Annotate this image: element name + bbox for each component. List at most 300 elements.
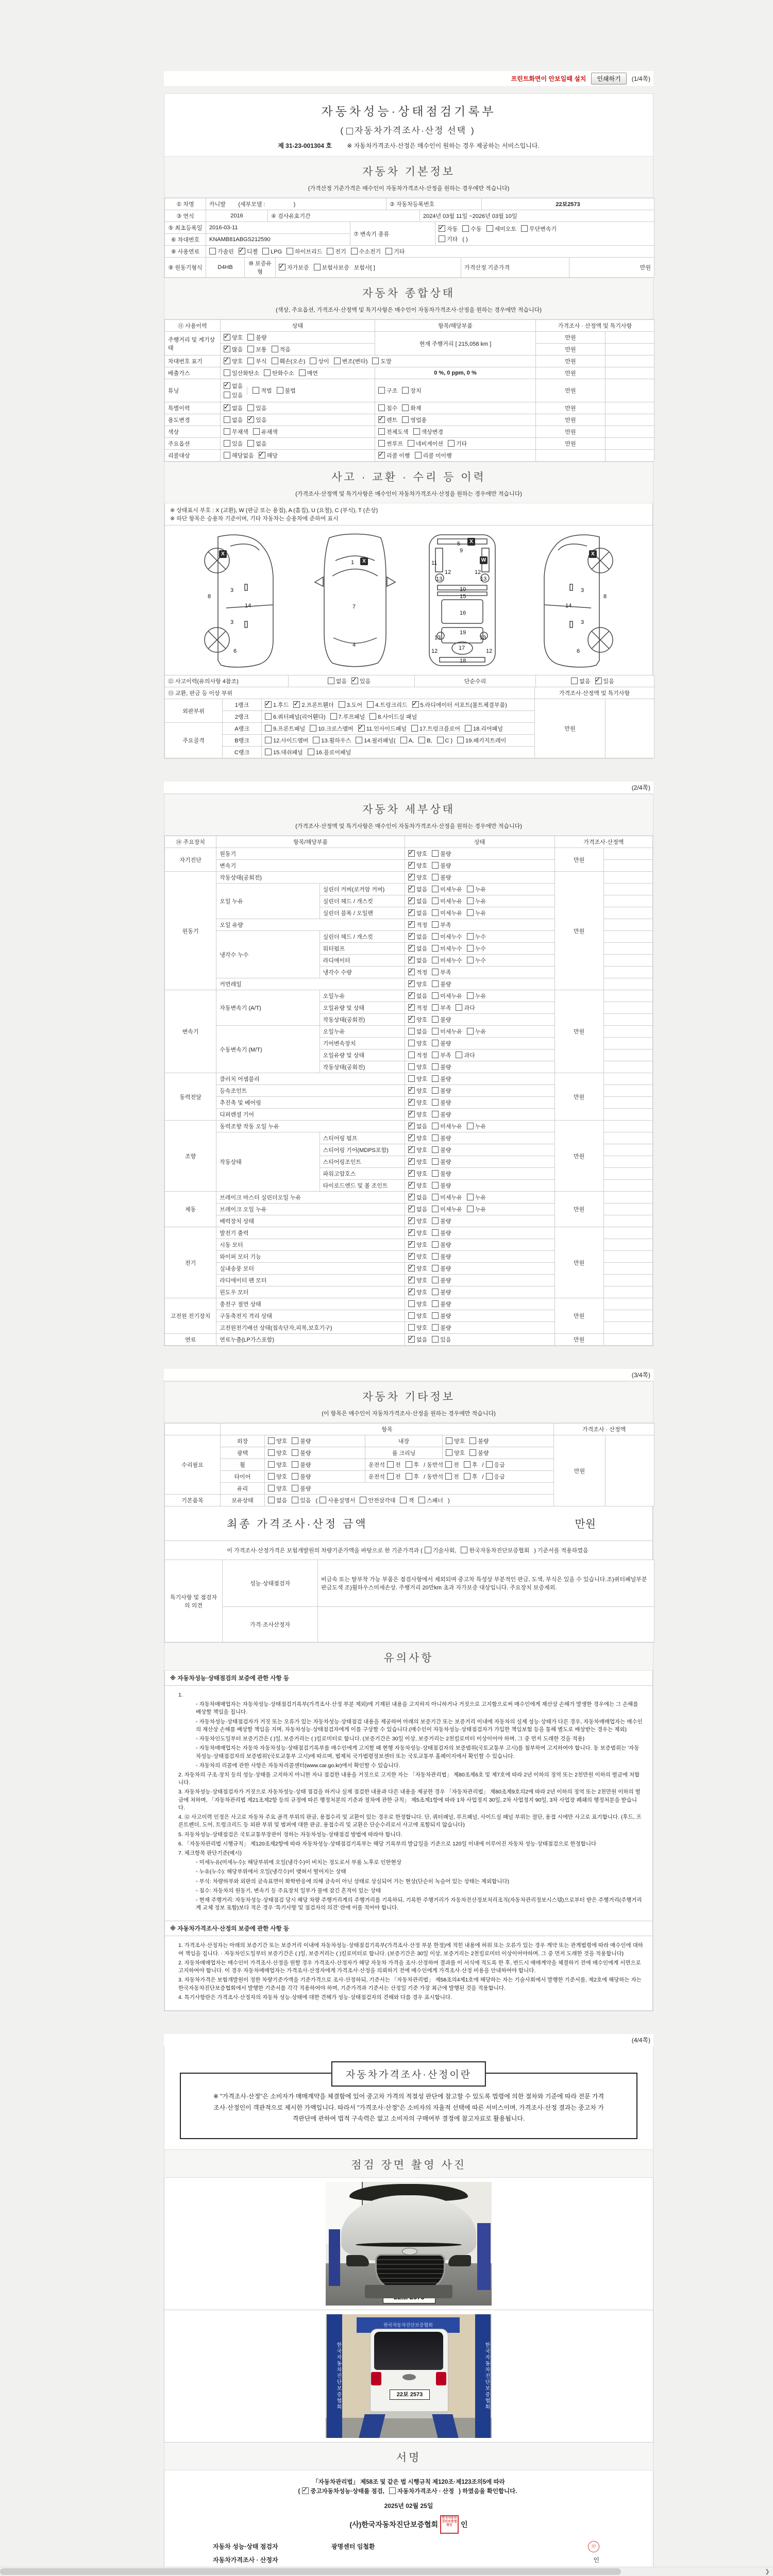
label-rank-b: B랭크 bbox=[223, 735, 262, 747]
checkbox[interactable] bbox=[408, 992, 415, 999]
checkbox[interactable] bbox=[408, 980, 415, 987]
checkbox[interactable] bbox=[372, 358, 379, 364]
checkbox[interactable] bbox=[408, 1182, 415, 1189]
checkbox[interactable] bbox=[457, 737, 464, 743]
note-line: 4. 특기사항란은 가격조사·산정자의 자동차 성능·상태에 대한 견해가 성능·상태점검자의 견해와 다를 경우 표시합니다. bbox=[178, 1994, 452, 2001]
checkbox[interactable] bbox=[264, 369, 271, 376]
checkbox[interactable] bbox=[418, 737, 425, 743]
checkbox[interactable] bbox=[432, 1194, 439, 1200]
diagram-part-number: 3 bbox=[581, 587, 584, 594]
print-button[interactable]: 인쇄하기 bbox=[591, 73, 626, 84]
checkbox[interactable] bbox=[272, 358, 278, 364]
emission-values: 0 %, 0 ppm, 0 % bbox=[375, 367, 536, 379]
checkbox[interactable] bbox=[408, 1324, 415, 1331]
checkbox[interactable] bbox=[408, 1099, 415, 1106]
checkbox[interactable] bbox=[292, 1497, 298, 1503]
checkbox[interactable] bbox=[292, 1461, 298, 1468]
checkbox[interactable] bbox=[268, 1485, 275, 1492]
checkbox[interactable] bbox=[464, 1473, 470, 1480]
checkbox[interactable] bbox=[486, 1473, 493, 1480]
option-label: 양호 bbox=[454, 1438, 465, 1445]
checkbox[interactable] bbox=[521, 225, 528, 232]
checkbox[interactable] bbox=[456, 1004, 462, 1011]
device-cell: 조향 bbox=[165, 1121, 216, 1192]
checkbox[interactable] bbox=[265, 713, 272, 720]
checkbox[interactable] bbox=[467, 945, 474, 952]
checkbox[interactable] bbox=[432, 980, 439, 987]
checkbox[interactable] bbox=[432, 1265, 439, 1272]
option-label: 도말 bbox=[380, 359, 392, 365]
checkbox[interactable] bbox=[486, 225, 493, 232]
option-label: 없음 bbox=[416, 993, 428, 999]
checkbox[interactable] bbox=[408, 1241, 415, 1248]
checkbox[interactable] bbox=[432, 1324, 439, 1331]
option-label: 불량 bbox=[256, 335, 267, 341]
option bbox=[224, 357, 243, 365]
checkbox[interactable] bbox=[571, 677, 578, 684]
checkbox[interactable] bbox=[224, 334, 230, 341]
checkbox[interactable] bbox=[432, 1336, 439, 1343]
state-cell bbox=[405, 1097, 554, 1109]
checkbox[interactable] bbox=[277, 387, 283, 394]
checkbox[interactable] bbox=[385, 248, 392, 255]
checkbox[interactable] bbox=[408, 1123, 415, 1129]
checkbox[interactable] bbox=[412, 701, 419, 708]
checkbox[interactable] bbox=[432, 1170, 439, 1177]
checkbox[interactable] bbox=[378, 428, 385, 435]
checkbox[interactable] bbox=[467, 897, 474, 904]
checkbox[interactable] bbox=[224, 404, 230, 411]
option bbox=[432, 921, 451, 929]
checkbox[interactable] bbox=[432, 921, 439, 928]
checkbox[interactable] bbox=[224, 416, 230, 423]
checkbox[interactable] bbox=[408, 1016, 415, 1023]
checkbox[interactable] bbox=[432, 992, 439, 999]
checkbox[interactable] bbox=[432, 933, 439, 940]
option bbox=[408, 1312, 427, 1320]
checkbox[interactable] bbox=[292, 1485, 298, 1492]
checkbox[interactable] bbox=[448, 440, 455, 447]
checkbox[interactable] bbox=[432, 1241, 439, 1248]
checkbox[interactable] bbox=[378, 404, 385, 411]
checkbox[interactable] bbox=[408, 1312, 415, 1319]
checkbox[interactable] bbox=[432, 1087, 439, 1094]
checkbox[interactable] bbox=[299, 369, 306, 376]
item-cell: 파워고압호스 bbox=[320, 1168, 405, 1180]
checkbox[interactable] bbox=[358, 725, 365, 732]
checkbox[interactable] bbox=[224, 346, 230, 352]
item-cell: 작동상태(공회전) bbox=[320, 1061, 405, 1073]
checkbox[interactable] bbox=[247, 440, 254, 447]
option-label: 무채색 bbox=[232, 429, 248, 435]
car-view-right-side bbox=[523, 531, 616, 671]
checkbox[interactable] bbox=[432, 1146, 439, 1153]
checkbox[interactable] bbox=[408, 1028, 415, 1035]
item-cell: 실린더 헤드 / 개스킷 bbox=[320, 895, 405, 907]
checkbox[interactable] bbox=[408, 1040, 415, 1046]
checkbox[interactable] bbox=[334, 358, 341, 364]
horizontal-scrollbar[interactable] bbox=[0, 2567, 773, 2576]
option-label: 불량 bbox=[440, 1147, 451, 1154]
signature-date: 2025년 02월 25일 bbox=[384, 2502, 433, 2510]
option-label: 불량 bbox=[440, 1159, 451, 1165]
checkbox[interactable] bbox=[467, 1206, 474, 1212]
option bbox=[385, 247, 405, 256]
checkbox[interactable] bbox=[356, 737, 362, 743]
checkbox[interactable] bbox=[432, 1004, 439, 1011]
photo-row-rear bbox=[164, 2310, 653, 2443]
checkbox[interactable] bbox=[439, 235, 445, 242]
option bbox=[432, 980, 451, 988]
checkbox[interactable] bbox=[408, 1300, 415, 1307]
checkbox[interactable] bbox=[346, 128, 353, 134]
option-label: 불량 bbox=[440, 863, 451, 869]
checkbox[interactable] bbox=[408, 1170, 415, 1177]
checkbox[interactable] bbox=[418, 1497, 425, 1503]
checkbox[interactable] bbox=[408, 909, 415, 916]
option-label: 1.후드 bbox=[273, 702, 289, 708]
checkbox[interactable] bbox=[408, 933, 415, 940]
checkbox[interactable] bbox=[308, 749, 314, 755]
checkbox[interactable] bbox=[302, 2487, 309, 2494]
checkbox[interactable] bbox=[408, 1004, 415, 1011]
checkbox[interactable] bbox=[425, 1547, 431, 1553]
checkbox[interactable] bbox=[339, 701, 345, 708]
checkbox[interactable] bbox=[432, 1217, 439, 1224]
checkbox[interactable] bbox=[408, 1253, 415, 1260]
option bbox=[372, 357, 391, 365]
checkbox[interactable] bbox=[320, 1497, 326, 1503]
checkbox[interactable] bbox=[378, 416, 385, 423]
option-label: 불량 bbox=[440, 981, 451, 988]
checkbox[interactable] bbox=[408, 1158, 415, 1165]
checkbox[interactable] bbox=[432, 862, 439, 869]
checkbox[interactable] bbox=[313, 737, 320, 743]
checkbox[interactable] bbox=[432, 1028, 439, 1035]
checkbox[interactable] bbox=[262, 248, 269, 255]
checkbox[interactable] bbox=[408, 1217, 415, 1224]
checkbox[interactable] bbox=[408, 850, 415, 857]
checkbox[interactable] bbox=[432, 1277, 439, 1283]
checkbox[interactable] bbox=[360, 1497, 366, 1503]
checkbox[interactable] bbox=[461, 1547, 467, 1553]
checkbox[interactable] bbox=[265, 749, 272, 755]
option-label: 사용설명서 bbox=[328, 1498, 356, 1504]
table-row bbox=[165, 1121, 653, 1132]
checkbox[interactable] bbox=[268, 1473, 275, 1480]
checkbox[interactable] bbox=[268, 1437, 275, 1444]
checkbox[interactable] bbox=[378, 452, 385, 459]
org-seal-char: 인 bbox=[461, 2520, 468, 2529]
note-cell bbox=[603, 1014, 652, 1026]
checkbox[interactable] bbox=[389, 2487, 396, 2494]
checkbox[interactable] bbox=[432, 1063, 439, 1070]
checkbox[interactable] bbox=[446, 1437, 452, 1444]
checkbox[interactable] bbox=[467, 1194, 474, 1200]
checkbox[interactable] bbox=[432, 1289, 439, 1295]
checkbox[interactable] bbox=[439, 225, 445, 232]
checkbox[interactable] bbox=[432, 874, 439, 880]
checkbox[interactable] bbox=[328, 677, 334, 684]
checkbox[interactable] bbox=[408, 1277, 415, 1283]
checkbox[interactable] bbox=[432, 969, 439, 975]
checkbox[interactable] bbox=[432, 1134, 439, 1141]
checkbox[interactable] bbox=[467, 886, 474, 892]
option-label: 불량 bbox=[440, 1064, 451, 1071]
checkbox[interactable] bbox=[408, 1146, 415, 1153]
damage-mark-x: X bbox=[360, 557, 368, 565]
checkbox[interactable] bbox=[247, 358, 254, 364]
option bbox=[351, 677, 371, 685]
item-cell: 오일누유 bbox=[320, 1026, 405, 1038]
checkbox[interactable] bbox=[432, 1206, 439, 1212]
option-text: ) 기준서를 적용하였음 bbox=[534, 1548, 589, 1554]
checkbox[interactable] bbox=[265, 701, 272, 708]
checkbox[interactable] bbox=[432, 957, 439, 963]
option bbox=[408, 980, 427, 988]
checkbox[interactable] bbox=[408, 921, 415, 928]
state-cell bbox=[405, 931, 554, 943]
checkbox[interactable] bbox=[265, 737, 272, 743]
checkbox[interactable] bbox=[247, 346, 254, 352]
checkbox[interactable] bbox=[268, 1497, 275, 1503]
checkbox[interactable] bbox=[287, 248, 293, 255]
document-number-line bbox=[164, 141, 653, 150]
checkbox[interactable] bbox=[432, 850, 439, 857]
checkbox[interactable] bbox=[402, 404, 409, 411]
option-label: 부족 bbox=[440, 1005, 451, 1011]
option-label: 불량 bbox=[440, 1230, 451, 1236]
checkbox[interactable] bbox=[406, 1461, 412, 1468]
glass-state bbox=[265, 1483, 554, 1495]
item-cell: 고전원전기배선 상태(접속단자,피복,보호기구) bbox=[216, 1322, 405, 1334]
checkbox[interactable] bbox=[292, 1449, 298, 1456]
checkbox[interactable] bbox=[408, 1111, 415, 1117]
checkbox[interactable] bbox=[259, 452, 265, 459]
checkbox[interactable] bbox=[467, 1028, 474, 1035]
checkbox[interactable] bbox=[387, 1461, 394, 1468]
checkbox[interactable] bbox=[400, 737, 407, 743]
note-cell bbox=[606, 450, 654, 462]
checkbox[interactable] bbox=[224, 428, 230, 435]
checkbox[interactable] bbox=[272, 346, 278, 352]
checkbox[interactable] bbox=[432, 1040, 439, 1046]
option bbox=[351, 247, 381, 256]
checkbox[interactable] bbox=[408, 1206, 415, 1212]
checkbox[interactable] bbox=[465, 725, 472, 732]
option-label: 없음 bbox=[232, 383, 243, 389]
checkbox[interactable] bbox=[224, 369, 230, 376]
checkbox[interactable] bbox=[432, 1300, 439, 1307]
checkbox[interactable] bbox=[408, 897, 415, 904]
checkbox[interactable] bbox=[469, 1449, 476, 1456]
checkbox[interactable] bbox=[462, 225, 469, 232]
damage-mark-x: X bbox=[219, 550, 227, 558]
table-row bbox=[165, 379, 654, 402]
option bbox=[408, 1039, 427, 1047]
checkbox[interactable] bbox=[369, 713, 376, 720]
checkbox[interactable] bbox=[445, 1461, 452, 1468]
checkbox[interactable] bbox=[595, 677, 602, 684]
checkbox[interactable] bbox=[378, 387, 385, 394]
options-state bbox=[221, 438, 375, 450]
checkbox[interactable] bbox=[467, 957, 474, 963]
checkbox[interactable] bbox=[486, 1461, 493, 1468]
option-label: 누유 bbox=[475, 993, 486, 999]
item-cell: 실린더 블록 / 오일팬 bbox=[320, 907, 405, 919]
checkbox[interactable] bbox=[253, 387, 259, 394]
label-opinion: 특기사항 및 점검자의 의견 bbox=[165, 1560, 223, 1642]
checkbox[interactable] bbox=[378, 440, 385, 447]
checkbox[interactable] bbox=[432, 1312, 439, 1319]
option-label: 불량 bbox=[440, 1088, 451, 1094]
checkbox[interactable] bbox=[467, 933, 474, 940]
checkbox[interactable] bbox=[408, 957, 415, 963]
checkbox[interactable] bbox=[224, 392, 230, 398]
checkbox[interactable] bbox=[432, 897, 439, 904]
option-label: 9.프론트패널 bbox=[273, 726, 306, 732]
option bbox=[432, 1276, 451, 1284]
checkbox[interactable] bbox=[310, 725, 316, 732]
checkbox[interactable] bbox=[408, 1265, 415, 1272]
checkbox[interactable] bbox=[400, 1497, 407, 1503]
checkbox[interactable] bbox=[432, 1158, 439, 1165]
tire-state bbox=[265, 1471, 365, 1483]
checkbox[interactable] bbox=[247, 404, 254, 411]
checkbox[interactable] bbox=[432, 1016, 439, 1023]
option bbox=[328, 677, 347, 685]
section-signature bbox=[164, 2443, 653, 2470]
checkbox[interactable] bbox=[351, 677, 358, 684]
checkbox[interactable] bbox=[432, 1229, 439, 1236]
checkbox[interactable] bbox=[224, 358, 230, 364]
option bbox=[293, 701, 333, 709]
checkbox[interactable] bbox=[247, 416, 254, 423]
checkbox[interactable] bbox=[351, 248, 358, 255]
checkbox[interactable] bbox=[467, 909, 474, 916]
checkbox[interactable] bbox=[432, 1123, 439, 1129]
checkbox[interactable] bbox=[432, 1075, 439, 1082]
checkbox[interactable] bbox=[464, 1461, 470, 1468]
checkbox[interactable] bbox=[408, 440, 414, 447]
option bbox=[334, 357, 368, 365]
option-label: 양호 bbox=[416, 1112, 428, 1118]
checkbox[interactable] bbox=[408, 945, 415, 952]
checkbox[interactable] bbox=[224, 440, 230, 447]
checkbox[interactable] bbox=[293, 701, 300, 708]
checkbox[interactable] bbox=[408, 1229, 415, 1236]
scrollbar-right-arrow[interactable]: ❯ bbox=[765, 2569, 770, 2575]
checkbox[interactable] bbox=[239, 248, 245, 255]
checkbox[interactable] bbox=[265, 725, 272, 732]
checkbox[interactable] bbox=[408, 1052, 415, 1058]
checkbox[interactable] bbox=[330, 713, 337, 720]
checkbox[interactable] bbox=[408, 1289, 415, 1295]
option-text: ( ) bbox=[462, 236, 468, 243]
table-row bbox=[165, 1435, 654, 1447]
item-cell: 구동축전지 격리 상태 bbox=[216, 1310, 405, 1322]
page-marker-2: (2/4쪽) bbox=[164, 782, 653, 793]
option bbox=[264, 369, 294, 377]
checkbox[interactable] bbox=[432, 1111, 439, 1117]
checkbox[interactable] bbox=[279, 264, 285, 270]
checkbox[interactable] bbox=[411, 725, 418, 732]
checkbox[interactable] bbox=[253, 428, 260, 435]
checkbox[interactable] bbox=[432, 1182, 439, 1189]
checkbox[interactable] bbox=[415, 452, 422, 459]
checkbox[interactable] bbox=[268, 1449, 275, 1456]
checkbox[interactable] bbox=[387, 1473, 394, 1480]
price-cell: 만원 bbox=[536, 402, 606, 414]
checkbox[interactable] bbox=[408, 1194, 415, 1200]
option-label: LPG bbox=[271, 249, 282, 255]
checkbox[interactable] bbox=[432, 945, 439, 952]
option bbox=[465, 724, 503, 733]
option bbox=[408, 933, 427, 941]
checkbox[interactable] bbox=[268, 1461, 275, 1468]
checkbox[interactable] bbox=[408, 1087, 415, 1094]
checkbox[interactable] bbox=[456, 1052, 462, 1058]
checkbox[interactable] bbox=[432, 886, 439, 892]
checkbox[interactable] bbox=[327, 248, 333, 255]
checkbox[interactable] bbox=[432, 909, 439, 916]
checkbox[interactable] bbox=[367, 701, 374, 708]
checkbox[interactable] bbox=[432, 1052, 439, 1058]
label-rank-1: 1랭크 bbox=[223, 699, 262, 711]
checkbox[interactable] bbox=[408, 886, 415, 892]
scrollbar-thumb[interactable] bbox=[0, 2568, 621, 2575]
label-exterior: 외장 bbox=[221, 1435, 265, 1447]
basic-info-table-5 bbox=[164, 257, 654, 278]
checkbox[interactable] bbox=[224, 452, 230, 459]
checkbox[interactable] bbox=[247, 334, 254, 341]
checkbox[interactable] bbox=[469, 1437, 476, 1444]
checkbox[interactable] bbox=[406, 1473, 412, 1480]
checkbox[interactable] bbox=[209, 248, 216, 255]
option bbox=[253, 386, 272, 395]
note-line: ◦ 현재 주행거리: 자동차성능·상태점검 당시 해당 차량 주행거리계의 주행거리를 기록하되, 기록한 주행거리가 자동차전산정보처리조직(자동차관리정보시스템)으로부터 받은 주행거리(주행거리계 교체 정보 포함)보다 적은 경우 '특기사항 및 점검자의 의견' 란에 이를 적어야 합니다. bbox=[196, 1897, 642, 1911]
checkbox[interactable] bbox=[408, 862, 415, 869]
checkbox[interactable] bbox=[432, 1099, 439, 1106]
checkbox[interactable] bbox=[445, 1473, 452, 1480]
checkbox[interactable] bbox=[408, 1075, 415, 1082]
checkbox[interactable] bbox=[408, 969, 415, 975]
option bbox=[239, 247, 258, 256]
checkbox[interactable] bbox=[408, 1063, 415, 1070]
checkbox[interactable] bbox=[292, 1473, 298, 1480]
checkbox[interactable] bbox=[292, 1437, 298, 1444]
checkbox[interactable] bbox=[408, 1134, 415, 1141]
option bbox=[432, 1110, 451, 1118]
checkbox[interactable] bbox=[408, 1336, 415, 1343]
checkbox[interactable] bbox=[467, 992, 474, 999]
note-cell bbox=[603, 1239, 652, 1251]
checkbox[interactable] bbox=[402, 416, 409, 423]
checkbox[interactable] bbox=[446, 1449, 452, 1456]
checkbox[interactable] bbox=[314, 264, 321, 270]
exchange-header-table bbox=[164, 687, 654, 699]
checkbox[interactable] bbox=[432, 1253, 439, 1260]
checkbox[interactable] bbox=[413, 428, 420, 435]
checkbox[interactable] bbox=[408, 874, 415, 880]
checkbox[interactable] bbox=[310, 358, 316, 364]
checkbox[interactable] bbox=[224, 382, 230, 389]
checkbox[interactable] bbox=[467, 1123, 474, 1129]
option bbox=[432, 861, 451, 870]
checkbox[interactable] bbox=[402, 387, 409, 394]
option bbox=[408, 1015, 427, 1024]
checkbox[interactable] bbox=[437, 737, 444, 743]
